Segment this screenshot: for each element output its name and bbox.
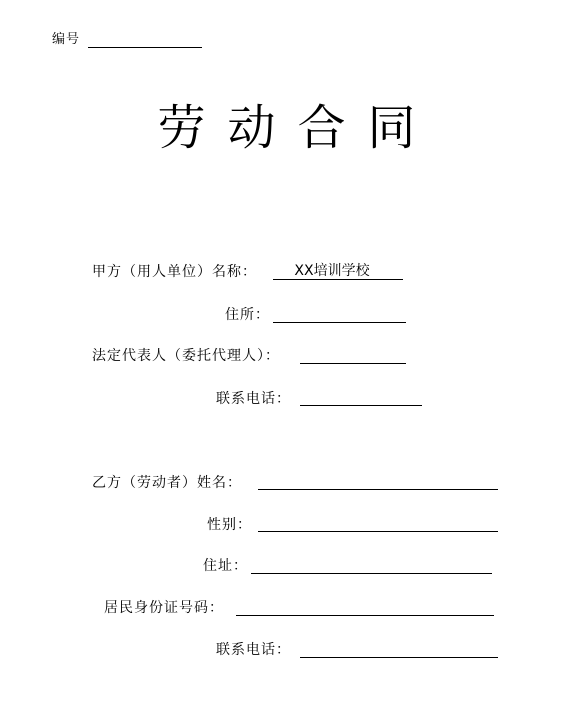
party-b-address-label: 住址： — [203, 558, 248, 574]
document-number-label: 编号 — [52, 32, 81, 47]
party-b-gender-field[interactable] — [258, 531, 498, 532]
party-a-legal-rep-label: 法定代表人（委托代理人）： — [92, 348, 280, 364]
party-a-legal-rep-field[interactable] — [300, 363, 406, 364]
party-a-address-field[interactable] — [273, 322, 406, 323]
party-a-phone-label: 联系电话： — [216, 391, 291, 407]
party-b-name-field[interactable] — [258, 489, 498, 490]
document-number-field[interactable] — [88, 47, 202, 48]
party-a-phone-field[interactable] — [300, 405, 422, 406]
party-b-gender-label: 性别： — [207, 517, 252, 533]
party-b-id-number-field[interactable] — [236, 615, 494, 616]
party-a-name-value: XX培训学校 — [294, 263, 370, 279]
party-b-id-number-label: 居民身份证号码： — [104, 600, 224, 616]
party-a-address-label: 住所： — [225, 307, 270, 323]
party-b-phone-field[interactable] — [300, 657, 498, 658]
party-b-name-label: 乙方（劳动者）姓名： — [92, 475, 242, 491]
party-b-phone-label: 联系电话： — [216, 642, 291, 658]
party-a-name-label: 甲方（用人单位）名称： — [92, 264, 257, 280]
page-title: 劳动合同 — [157, 100, 438, 156]
party-b-address-field[interactable] — [251, 573, 492, 574]
